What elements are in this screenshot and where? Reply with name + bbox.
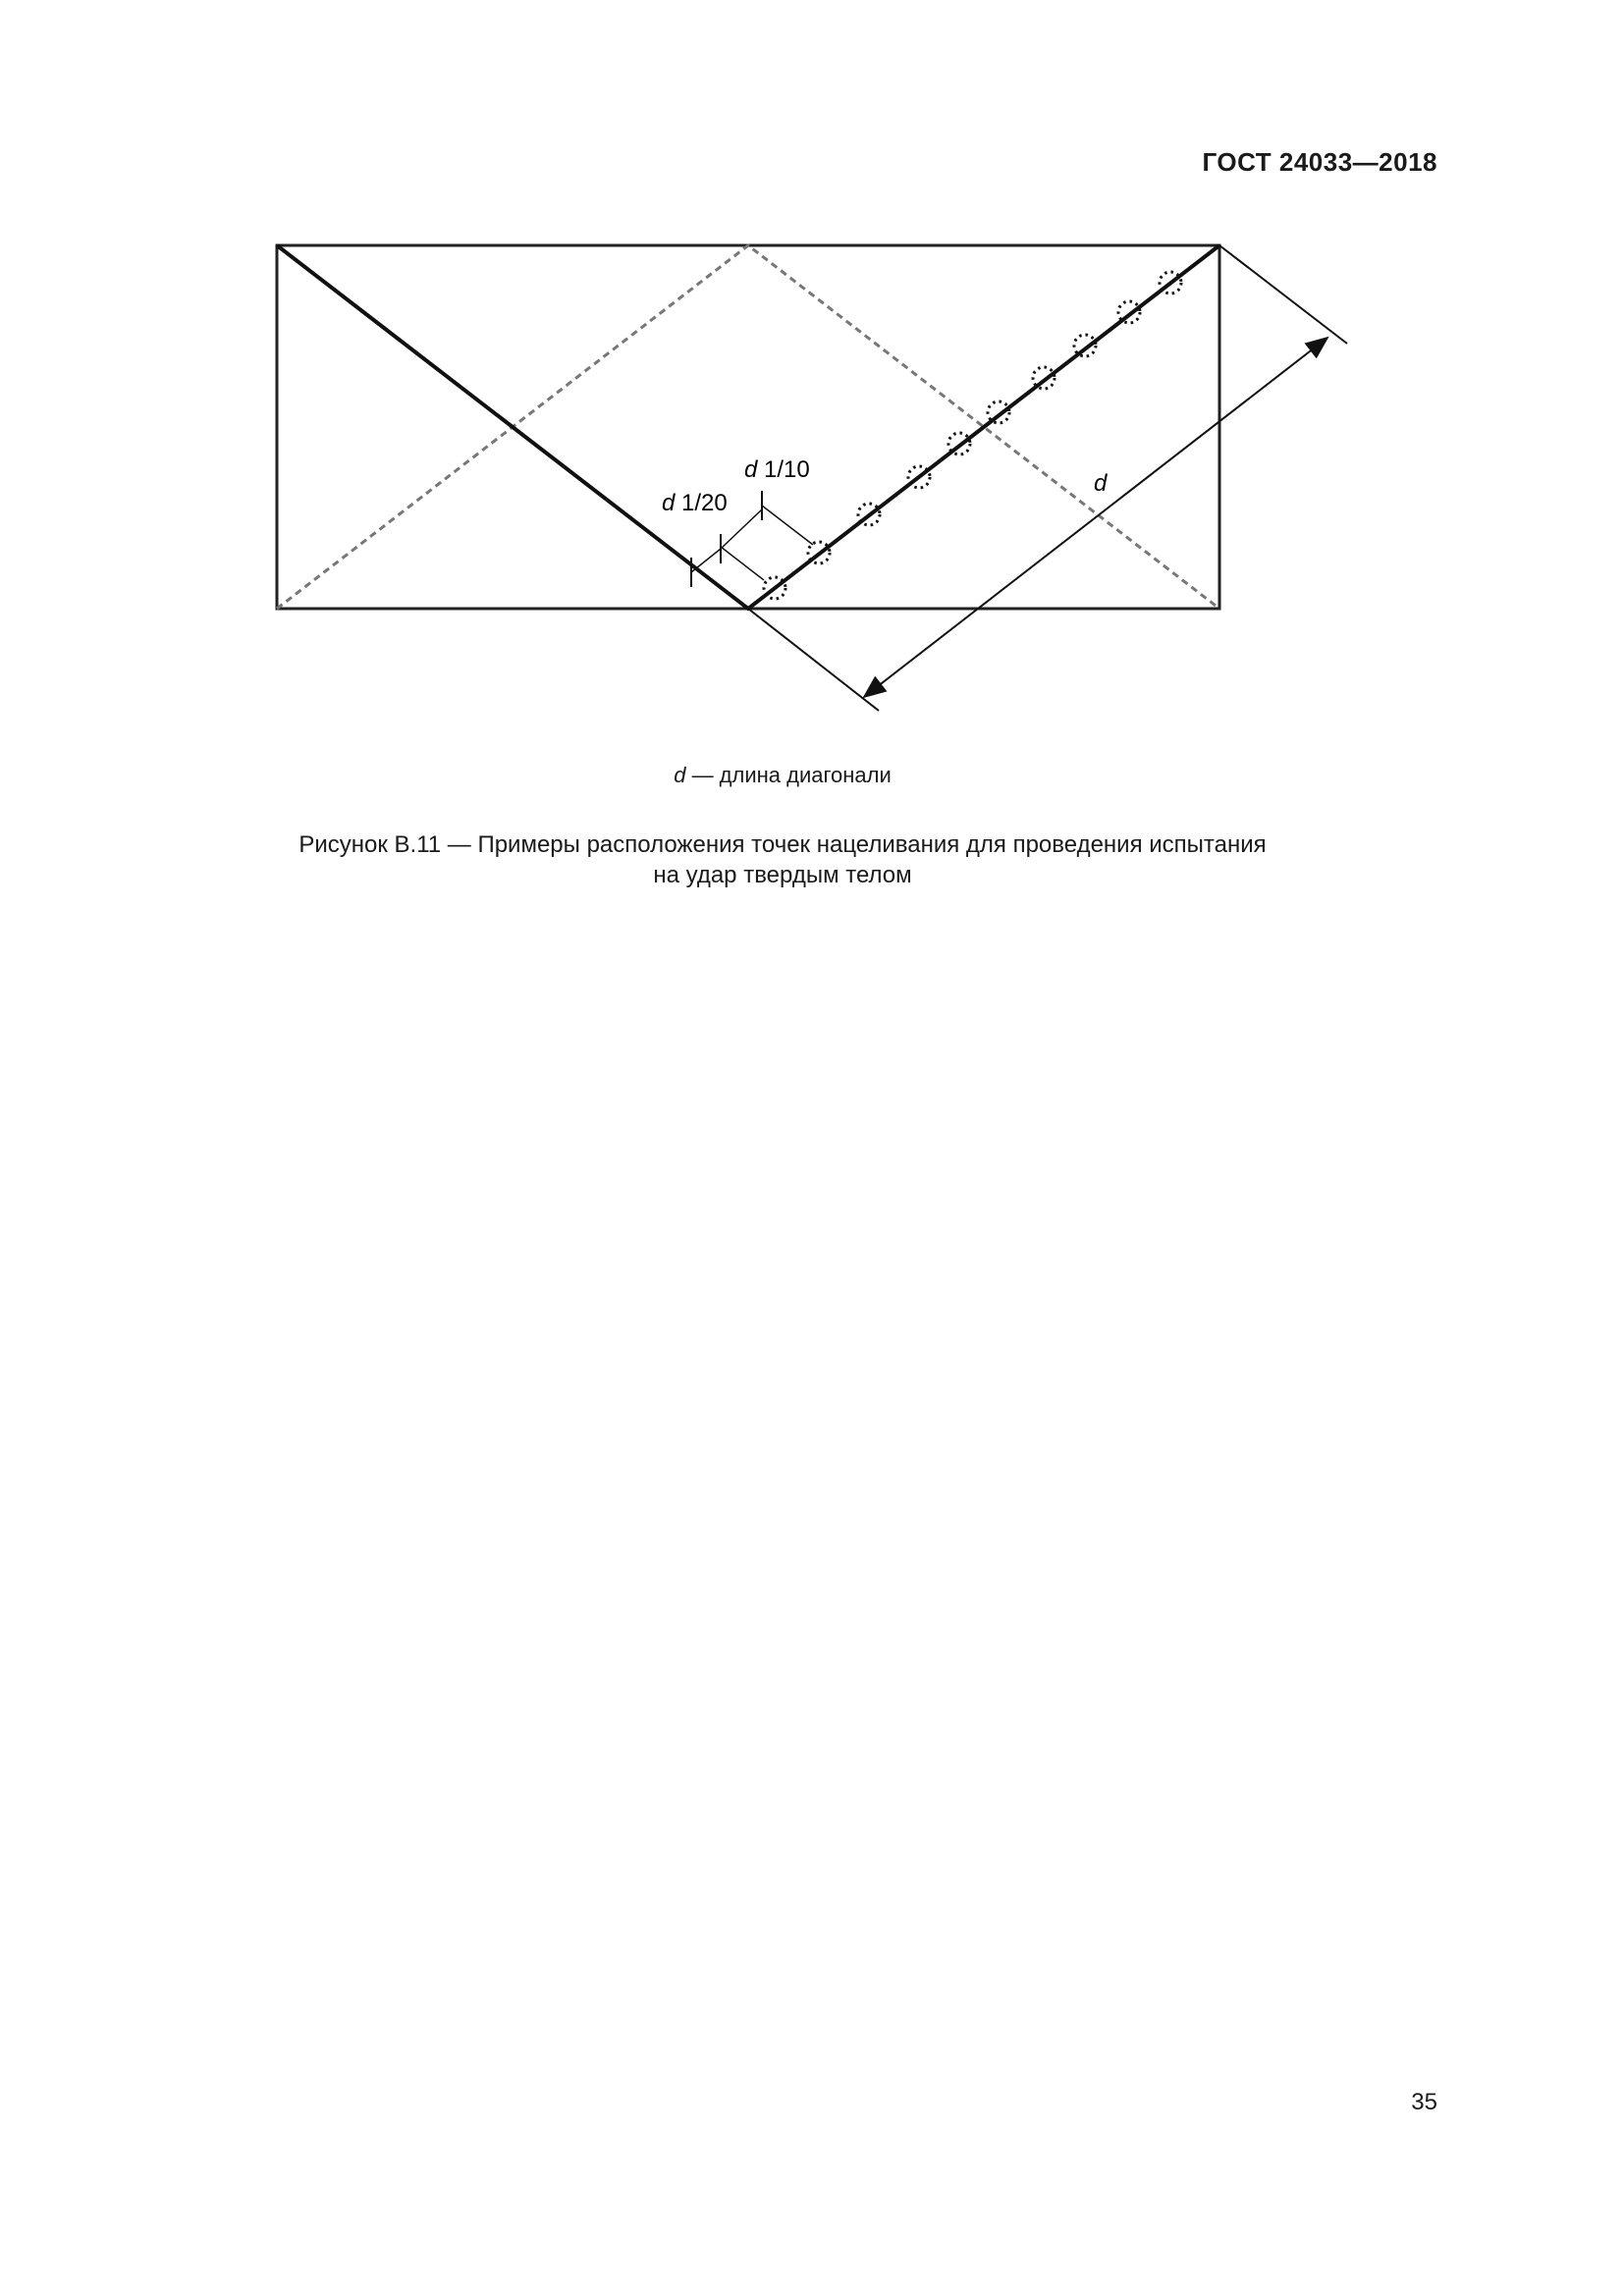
dim-label-d: d (1094, 470, 1108, 497)
dim-line-d (864, 338, 1327, 697)
dim-ext-d110 (762, 506, 813, 545)
dim-ext-d120 (721, 547, 764, 580)
dim-label-d120: d 1/20 (662, 490, 728, 516)
page-number: 35 (1411, 2089, 1437, 2115)
figure-diagram (0, 0, 1624, 766)
glass-pane-outline (277, 245, 1219, 609)
caption-line-1: Рисунок В.11 — Примеры расположения точек нацеливания для проведения испытания (298, 831, 1267, 858)
figure-caption (0, 829, 1565, 890)
figure-legend (0, 763, 1565, 788)
target-diagonal-path (277, 245, 1219, 609)
dim-label-d110: d 1/10 (744, 456, 810, 483)
dim-ext-bottom (748, 609, 879, 711)
dim-ext-left (691, 549, 721, 572)
dim-ext-top (1219, 245, 1347, 344)
caption-line-2: на удар твердым телом (653, 862, 912, 888)
legend-variable: d (674, 763, 686, 787)
legend-text: — длина диагонали (691, 763, 892, 787)
dashed-reflection-line (277, 245, 1219, 609)
document-header: ГОСТ 24033—2018 (1202, 147, 1437, 177)
